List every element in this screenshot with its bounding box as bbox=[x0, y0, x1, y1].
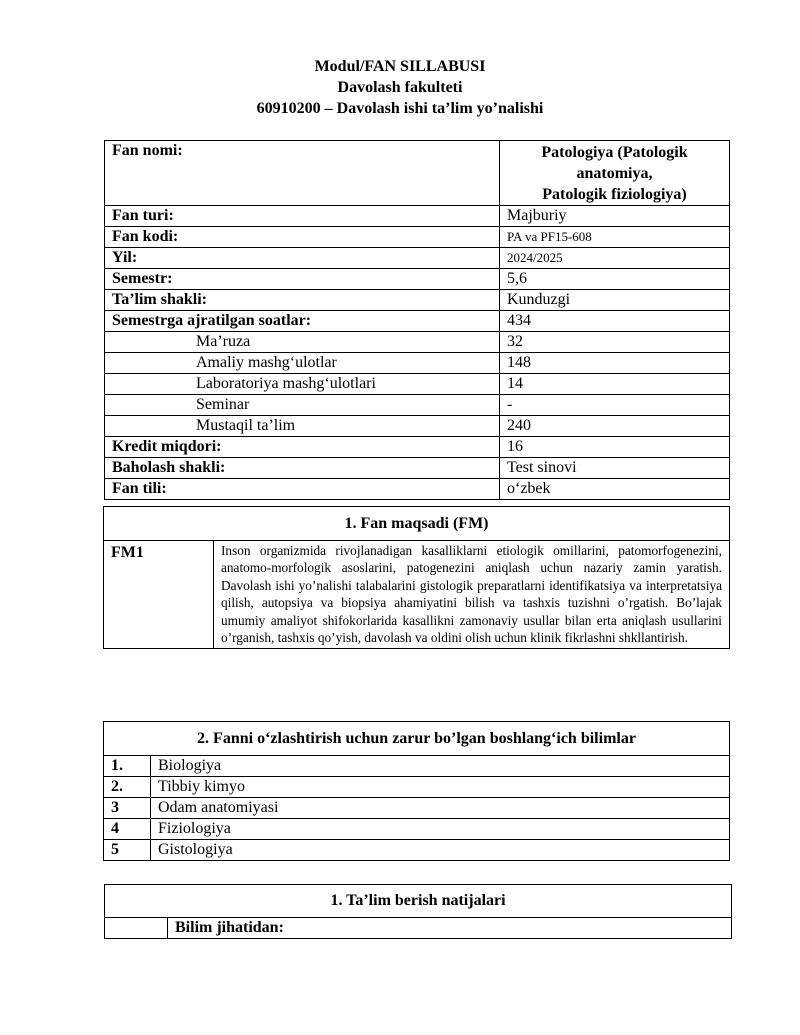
subject-value-line2: Patologik fiziologiya) bbox=[542, 186, 687, 203]
info-value: 148 bbox=[500, 353, 730, 374]
item-number: 5 bbox=[104, 840, 151, 861]
goal-text: Inson organizmida rivojlanadigan kasalliklarni etiologik omillarini, patomorfogenezini, anatomo-morfologik asoslarini, patogenezini aniqlash uchun nazariy zamin yaratish. Davolash ishi yo’nalishi talabalarini gistologik preparatlarni identifikatsiya va interpretatsiya qilish, autopsiya va biopsiya ahamiyatini bilish va tashxis tuzishni o’rgatish. Bo’lajak umumiy amaliyot shifokorlarida kasallikni zamonaviy usullar bilan erta aniqlash usullarini o’rganish, tashxis qo’yish, davolash va oldini olish uchun klinik fikrlashni shkllantirish. bbox=[214, 541, 730, 649]
info-value: 5,6 bbox=[500, 269, 730, 290]
info-label: Ta’lim shakli: bbox=[105, 290, 500, 311]
info-label: Baholash shakli: bbox=[105, 458, 500, 479]
info-label: Yil: bbox=[105, 248, 500, 269]
info-value: 14 bbox=[500, 374, 730, 395]
info-row bbox=[105, 458, 730, 479]
info-value: Kunduzgi bbox=[500, 290, 730, 311]
info-value: o‘zbek bbox=[500, 479, 730, 500]
item-name: Biologiya bbox=[151, 756, 730, 777]
item-number: 2. bbox=[104, 777, 151, 798]
info-row bbox=[105, 332, 730, 353]
list-item bbox=[104, 798, 730, 819]
list-item bbox=[104, 777, 730, 798]
item-name: Fiziologiya bbox=[151, 819, 730, 840]
item-number: 1. bbox=[104, 756, 151, 777]
info-value: 2024/2025 bbox=[500, 248, 730, 269]
info-row bbox=[105, 206, 730, 227]
info-label: Fan turi: bbox=[105, 206, 500, 227]
info-label: Kredit miqdori: bbox=[105, 437, 500, 458]
info-label: Fan nomi: bbox=[105, 141, 500, 206]
info-label: Semestr: bbox=[105, 269, 500, 290]
info-row bbox=[105, 290, 730, 311]
info-value: Test sinovi bbox=[500, 458, 730, 479]
blank-cell bbox=[105, 918, 168, 939]
info-row bbox=[105, 395, 730, 416]
info-value: Majburiy bbox=[500, 206, 730, 227]
info-row bbox=[105, 353, 730, 374]
info-value: 434 bbox=[500, 311, 730, 332]
info-row bbox=[105, 227, 730, 248]
prerequisites-section-title: 2. Fanni o‘zlashtirish uchun zarur bo’lgan boshlang‘ich bilimlar bbox=[104, 722, 730, 756]
info-value: PA va PF15-608 bbox=[500, 227, 730, 248]
subject-value-line1: Patologiya (Patologik anatomiya, bbox=[541, 144, 688, 182]
info-label: Mustaqil ta’lim bbox=[105, 416, 500, 437]
info-row bbox=[105, 437, 730, 458]
learning-outcomes-table bbox=[104, 884, 732, 939]
item-name: Odam anatomiyasi bbox=[151, 798, 730, 819]
item-number: 4 bbox=[104, 819, 151, 840]
course-info-table bbox=[104, 140, 730, 500]
program-name: 60910200 – Davolash ishi ta’lim yo’nalishi bbox=[256, 100, 544, 117]
info-label: Fan kodi: bbox=[105, 227, 500, 248]
item-number: 3 bbox=[104, 798, 151, 819]
info-row bbox=[105, 479, 730, 500]
info-value: 32 bbox=[500, 332, 730, 353]
info-label: Semestrga ajratilgan soatlar: bbox=[105, 311, 500, 332]
outcomes-section-title: 1. Ta’lim berish natijalari bbox=[105, 885, 732, 918]
info-value: 16 bbox=[500, 437, 730, 458]
prerequisites-table bbox=[103, 721, 730, 861]
info-label: Laboratoriya mashg‘ulotlari bbox=[105, 374, 500, 395]
info-row-subject bbox=[105, 141, 730, 206]
goal-section-title: 1. Fan maqsadi (FM) bbox=[104, 507, 730, 541]
info-row bbox=[105, 311, 730, 332]
goal-code: FM1 bbox=[104, 541, 214, 649]
outcomes-subheading: Bilim jihatidan: bbox=[168, 918, 732, 939]
item-name: Tibbiy kimyo bbox=[151, 777, 730, 798]
subject-value bbox=[500, 141, 730, 206]
info-value: 240 bbox=[500, 416, 730, 437]
info-row bbox=[105, 416, 730, 437]
item-name: Gistologiya bbox=[151, 840, 730, 861]
list-item bbox=[104, 840, 730, 861]
info-value: - bbox=[500, 395, 730, 416]
info-label: Ma’ruza bbox=[105, 332, 500, 353]
info-label: Amaliy mashg‘ulotlar bbox=[105, 353, 500, 374]
course-goal-table bbox=[103, 506, 730, 649]
faculty-name: Davolash fakulteti bbox=[337, 79, 463, 96]
info-label: Seminar bbox=[105, 395, 500, 416]
info-label: Fan tili: bbox=[105, 479, 500, 500]
info-row bbox=[105, 374, 730, 395]
info-row bbox=[105, 248, 730, 269]
document-title: Modul/FAN SILLABUSI bbox=[314, 58, 486, 75]
list-item bbox=[104, 756, 730, 777]
document-header bbox=[0, 56, 800, 119]
list-item bbox=[104, 819, 730, 840]
info-row bbox=[105, 269, 730, 290]
